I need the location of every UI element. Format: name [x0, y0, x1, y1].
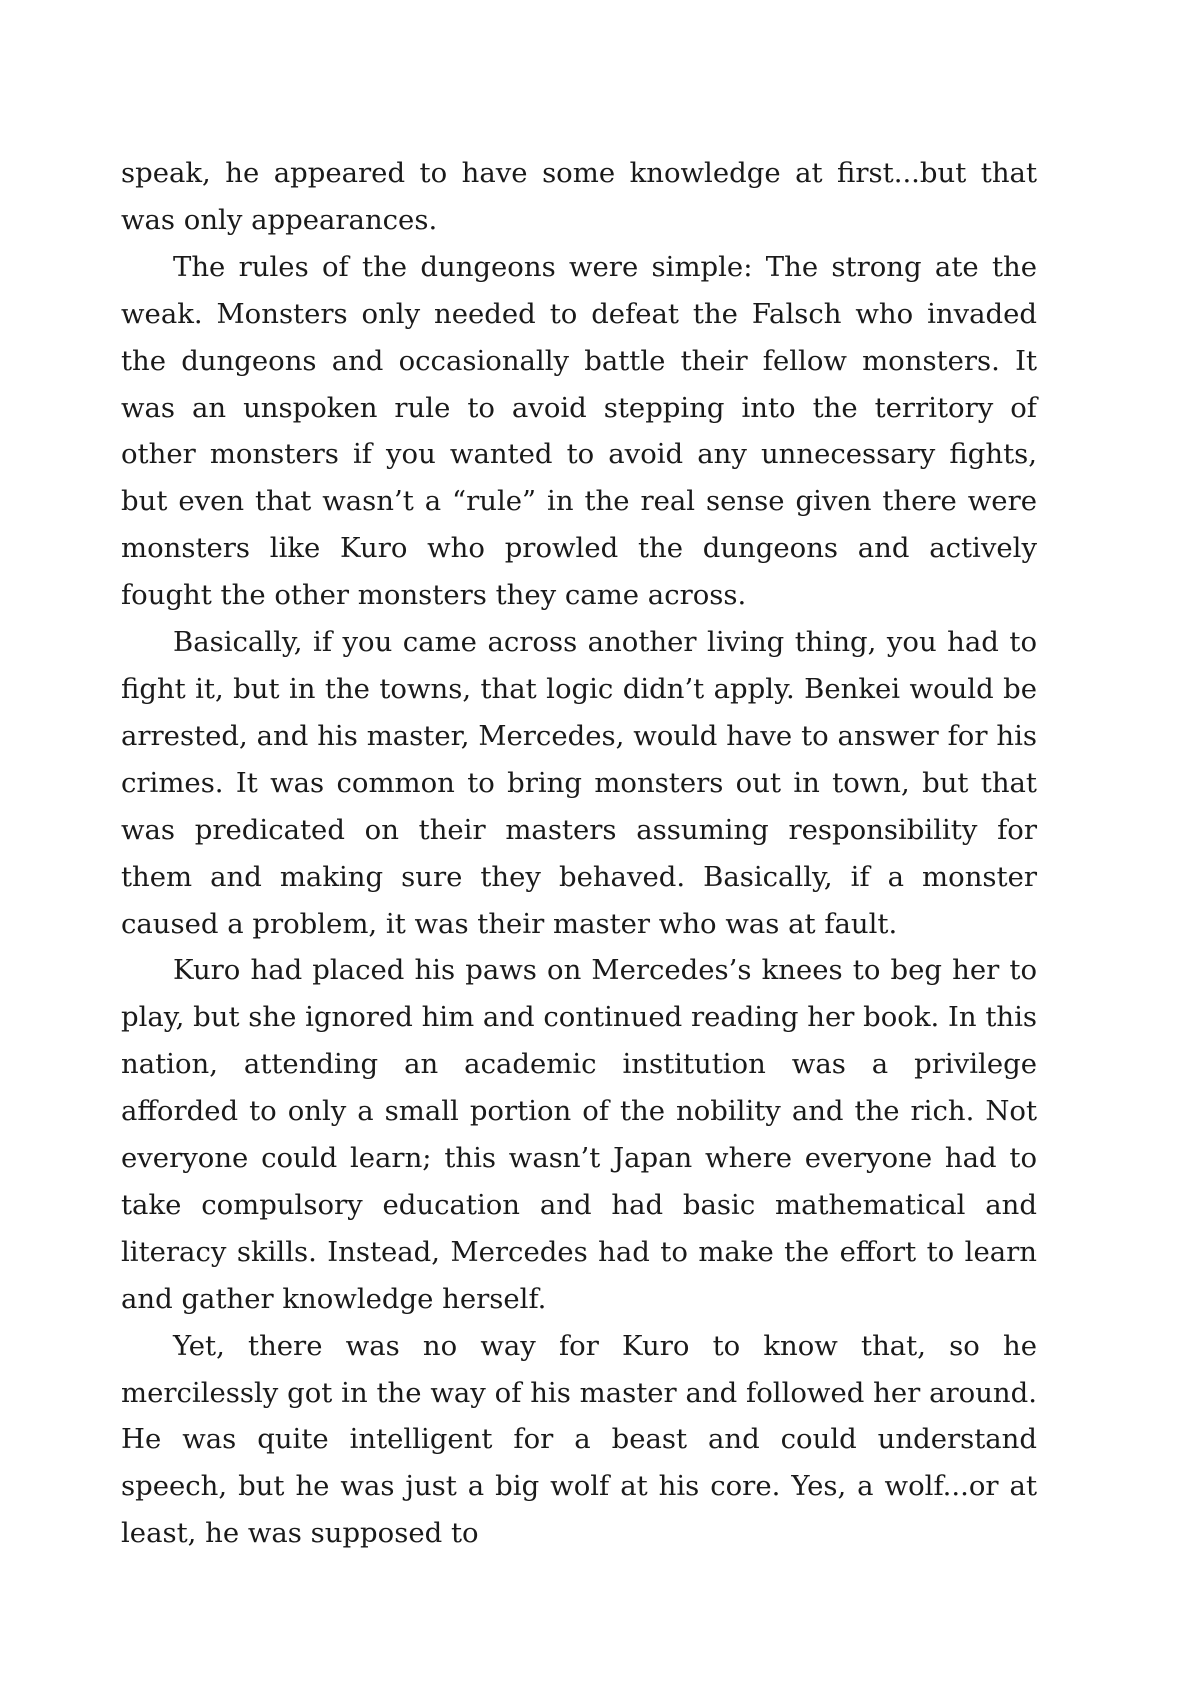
paragraph: Yet, there was no way for Kuro to know that, so he mercilessly got in the way of his master and followed her around. He was quite intelligent for a beast and could understand speech, but he was just a big wolf at his core. Yes, a wolf...or at least, he was supposed to — [121, 1329, 1037, 1550]
paragraph: Kuro had placed his paws on Mercedes’s knees to beg her to play, but she ignored him and continued reading her book. In this nation, attending an academic institution was a privilege afforded to only a small portion of the nobility and the rich. Not everyone could learn; this wasn’t Japan where everyone had to take compulsory education and had basic mathematical and literacy skills. Instead, Mercedes had to make the effort to learn and gather knowledge herself. — [121, 954, 1037, 1315]
paragraph: Basically, if you came across another living thing, you had to fight it, but in the towns, that logic didn’t apply. Benkei would be arrested, and his master, Mercedes, would have to answer for his crimes. It was common to bring monsters out in town, but that was predicated on their masters assuming responsibility for them and making sure they behaved. Basically, if a monster caused a problem, it was their master who was at fault. — [121, 626, 1037, 940]
paragraph: The rules of the dungeons were simple: The strong ate the weak. Monsters only needed to defeat the Falsch who invaded the dungeons and occasionally battle their fellow monsters. It was an unspoken rule to avoid stepping into the territory of other monsters if you wanted to avoid any unnecessary fights, but even that wasn’t a “rule” in the real sense given there were monsters like Kuro who prowled the dungeons and actively fought the other monsters they came across. — [121, 250, 1037, 612]
paragraph: speak, he appeared to have some knowledge at first...but that was only appearances. — [121, 157, 1037, 236]
body-text — [121, 150, 1037, 1557]
